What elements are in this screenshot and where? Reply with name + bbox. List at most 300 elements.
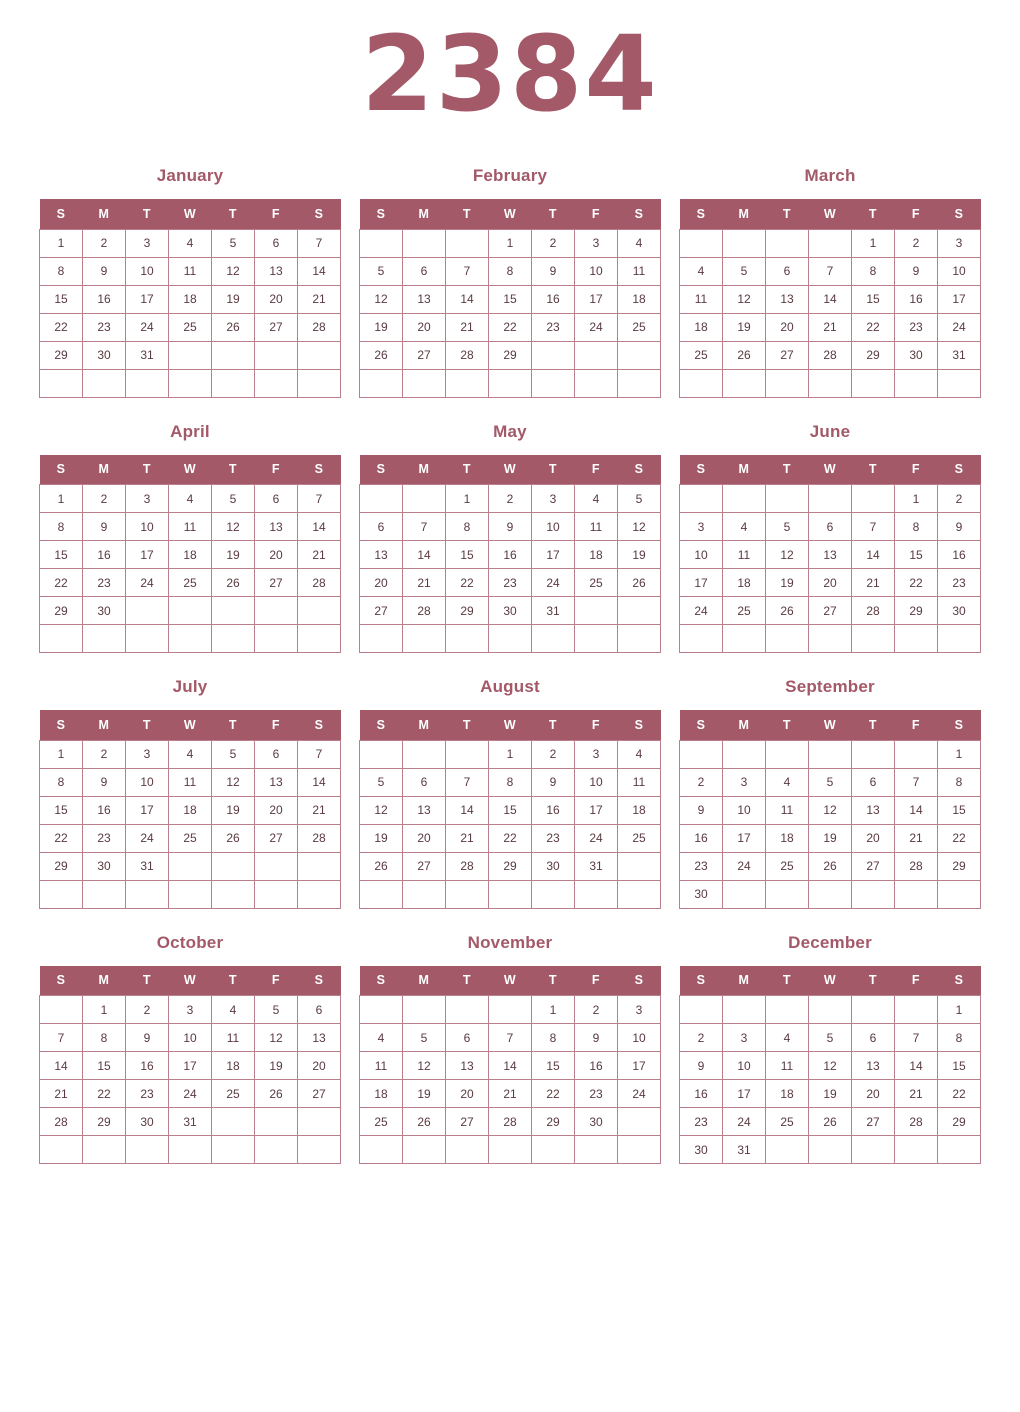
day-cell[interactable]: 19 [360,313,403,341]
day-cell[interactable]: 9 [938,513,981,541]
day-cell[interactable]: 11 [360,1052,403,1080]
day-cell[interactable]: 6 [446,1024,489,1052]
day-cell[interactable]: 26 [809,1108,852,1136]
day-cell[interactable]: 1 [40,229,83,257]
day-cell[interactable]: 19 [212,285,255,313]
day-cell[interactable]: 1 [852,229,895,257]
day-cell[interactable]: 19 [212,541,255,569]
day-cell[interactable]: 5 [809,1024,852,1052]
day-cell[interactable]: 3 [723,768,766,796]
day-cell[interactable]: 19 [403,1080,446,1108]
day-cell[interactable]: 24 [126,313,169,341]
day-cell[interactable]: 25 [169,824,212,852]
day-cell[interactable]: 10 [723,1052,766,1080]
day-cell[interactable]: 23 [938,569,981,597]
day-cell[interactable]: 13 [360,541,403,569]
day-cell[interactable]: 22 [938,824,981,852]
day-cell[interactable]: 20 [809,569,852,597]
day-cell[interactable]: 14 [298,768,341,796]
day-cell[interactable]: 18 [212,1052,255,1080]
day-cell[interactable]: 20 [255,541,298,569]
day-cell[interactable]: 18 [723,569,766,597]
day-cell[interactable]: 8 [852,257,895,285]
day-cell[interactable]: 4 [618,740,661,768]
day-cell[interactable]: 12 [212,768,255,796]
day-cell[interactable]: 30 [895,341,938,369]
day-cell[interactable]: 28 [446,341,489,369]
day-cell[interactable]: 7 [895,1024,938,1052]
day-cell[interactable]: 18 [575,541,618,569]
day-cell[interactable]: 3 [532,485,575,513]
day-cell[interactable]: 6 [255,485,298,513]
day-cell[interactable]: 5 [360,768,403,796]
day-cell[interactable]: 14 [895,796,938,824]
day-cell[interactable]: 2 [126,996,169,1024]
day-cell[interactable]: 13 [852,796,895,824]
day-cell[interactable]: 23 [680,852,723,880]
day-cell[interactable]: 9 [83,257,126,285]
day-cell[interactable]: 29 [895,597,938,625]
day-cell[interactable]: 11 [723,541,766,569]
day-cell[interactable]: 14 [895,1052,938,1080]
day-cell[interactable]: 29 [83,1108,126,1136]
day-cell[interactable]: 12 [723,285,766,313]
day-cell[interactable]: 13 [446,1052,489,1080]
day-cell[interactable]: 8 [83,1024,126,1052]
day-cell[interactable]: 4 [169,740,212,768]
day-cell[interactable]: 18 [169,541,212,569]
day-cell[interactable]: 6 [403,257,446,285]
day-cell[interactable]: 19 [255,1052,298,1080]
day-cell[interactable]: 12 [809,1052,852,1080]
day-cell[interactable]: 3 [126,740,169,768]
day-cell[interactable]: 11 [575,513,618,541]
day-cell[interactable]: 2 [532,229,575,257]
day-cell[interactable]: 26 [766,597,809,625]
day-cell[interactable]: 22 [446,569,489,597]
day-cell[interactable]: 24 [938,313,981,341]
day-cell[interactable]: 24 [169,1080,212,1108]
day-cell[interactable]: 18 [169,796,212,824]
day-cell[interactable]: 30 [83,852,126,880]
day-cell[interactable]: 29 [40,597,83,625]
day-cell[interactable]: 27 [766,341,809,369]
day-cell[interactable]: 6 [360,513,403,541]
day-cell[interactable]: 4 [169,485,212,513]
day-cell[interactable]: 11 [680,285,723,313]
day-cell[interactable]: 9 [532,257,575,285]
day-cell[interactable]: 27 [255,824,298,852]
day-cell[interactable]: 12 [255,1024,298,1052]
day-cell[interactable]: 23 [83,824,126,852]
day-cell[interactable]: 2 [680,768,723,796]
day-cell[interactable]: 11 [169,513,212,541]
day-cell[interactable]: 15 [40,541,83,569]
day-cell[interactable]: 31 [169,1108,212,1136]
day-cell[interactable]: 16 [575,1052,618,1080]
day-cell[interactable]: 17 [126,541,169,569]
day-cell[interactable]: 11 [212,1024,255,1052]
day-cell[interactable]: 6 [298,996,341,1024]
day-cell[interactable]: 7 [403,513,446,541]
day-cell[interactable]: 15 [489,285,532,313]
day-cell[interactable]: 21 [298,541,341,569]
day-cell[interactable]: 18 [169,285,212,313]
day-cell[interactable]: 15 [40,285,83,313]
day-cell[interactable]: 1 [446,485,489,513]
day-cell[interactable]: 20 [852,1080,895,1108]
day-cell[interactable]: 3 [723,1024,766,1052]
day-cell[interactable]: 30 [680,1136,723,1164]
day-cell[interactable]: 17 [618,1052,661,1080]
day-cell[interactable]: 24 [575,824,618,852]
day-cell[interactable]: 24 [575,313,618,341]
day-cell[interactable]: 24 [126,569,169,597]
day-cell[interactable]: 16 [532,796,575,824]
day-cell[interactable]: 20 [403,824,446,852]
day-cell[interactable]: 7 [809,257,852,285]
day-cell[interactable]: 13 [403,796,446,824]
day-cell[interactable]: 30 [575,1108,618,1136]
day-cell[interactable]: 10 [532,513,575,541]
day-cell[interactable]: 20 [852,824,895,852]
day-cell[interactable]: 25 [575,569,618,597]
day-cell[interactable]: 14 [298,257,341,285]
day-cell[interactable]: 5 [255,996,298,1024]
day-cell[interactable]: 11 [169,257,212,285]
day-cell[interactable]: 17 [575,796,618,824]
day-cell[interactable]: 31 [723,1136,766,1164]
day-cell[interactable]: 28 [446,852,489,880]
day-cell[interactable]: 28 [895,1108,938,1136]
day-cell[interactable]: 27 [809,597,852,625]
day-cell[interactable]: 25 [360,1108,403,1136]
day-cell[interactable]: 5 [212,740,255,768]
day-cell[interactable]: 5 [212,229,255,257]
day-cell[interactable]: 21 [446,824,489,852]
day-cell[interactable]: 28 [489,1108,532,1136]
day-cell[interactable]: 7 [40,1024,83,1052]
day-cell[interactable]: 28 [403,597,446,625]
day-cell[interactable]: 23 [895,313,938,341]
day-cell[interactable]: 1 [938,996,981,1024]
day-cell[interactable]: 22 [40,824,83,852]
day-cell[interactable]: 30 [489,597,532,625]
day-cell[interactable]: 26 [212,313,255,341]
day-cell[interactable]: 10 [169,1024,212,1052]
day-cell[interactable]: 27 [446,1108,489,1136]
day-cell[interactable]: 23 [680,1108,723,1136]
day-cell[interactable]: 30 [126,1108,169,1136]
day-cell[interactable]: 20 [298,1052,341,1080]
day-cell[interactable]: 10 [126,257,169,285]
day-cell[interactable]: 3 [575,229,618,257]
day-cell[interactable]: 22 [938,1080,981,1108]
day-cell[interactable]: 3 [126,229,169,257]
day-cell[interactable]: 1 [895,485,938,513]
day-cell[interactable]: 11 [766,1052,809,1080]
day-cell[interactable]: 13 [809,541,852,569]
day-cell[interactable]: 14 [403,541,446,569]
day-cell[interactable]: 28 [298,569,341,597]
day-cell[interactable]: 10 [575,257,618,285]
day-cell[interactable]: 18 [618,796,661,824]
day-cell[interactable]: 11 [766,796,809,824]
day-cell[interactable]: 19 [766,569,809,597]
day-cell[interactable]: 10 [126,513,169,541]
day-cell[interactable]: 26 [618,569,661,597]
day-cell[interactable]: 9 [680,1052,723,1080]
day-cell[interactable]: 10 [680,541,723,569]
day-cell[interactable]: 28 [298,824,341,852]
day-cell[interactable]: 28 [40,1108,83,1136]
day-cell[interactable]: 7 [446,768,489,796]
day-cell[interactable]: 26 [360,341,403,369]
day-cell[interactable]: 9 [126,1024,169,1052]
day-cell[interactable]: 21 [809,313,852,341]
day-cell[interactable]: 16 [126,1052,169,1080]
day-cell[interactable]: 19 [723,313,766,341]
day-cell[interactable]: 8 [938,1024,981,1052]
day-cell[interactable]: 3 [938,229,981,257]
day-cell[interactable]: 14 [446,285,489,313]
day-cell[interactable]: 12 [766,541,809,569]
day-cell[interactable]: 22 [852,313,895,341]
day-cell[interactable]: 7 [852,513,895,541]
day-cell[interactable]: 22 [895,569,938,597]
day-cell[interactable]: 23 [83,313,126,341]
day-cell[interactable]: 8 [489,257,532,285]
day-cell[interactable]: 2 [575,996,618,1024]
day-cell[interactable]: 17 [169,1052,212,1080]
day-cell[interactable]: 1 [532,996,575,1024]
day-cell[interactable]: 3 [126,485,169,513]
day-cell[interactable]: 3 [680,513,723,541]
day-cell[interactable]: 12 [403,1052,446,1080]
day-cell[interactable]: 22 [489,313,532,341]
day-cell[interactable]: 17 [723,1080,766,1108]
day-cell[interactable]: 1 [489,229,532,257]
day-cell[interactable]: 28 [895,852,938,880]
day-cell[interactable]: 24 [680,597,723,625]
day-cell[interactable]: 21 [298,285,341,313]
day-cell[interactable]: 26 [403,1108,446,1136]
day-cell[interactable]: 16 [83,285,126,313]
day-cell[interactable]: 22 [532,1080,575,1108]
day-cell[interactable]: 19 [809,1080,852,1108]
day-cell[interactable]: 11 [618,257,661,285]
day-cell[interactable]: 21 [403,569,446,597]
day-cell[interactable]: 9 [895,257,938,285]
day-cell[interactable]: 7 [489,1024,532,1052]
day-cell[interactable]: 22 [489,824,532,852]
day-cell[interactable]: 9 [83,513,126,541]
day-cell[interactable]: 14 [446,796,489,824]
day-cell[interactable]: 29 [532,1108,575,1136]
day-cell[interactable]: 8 [40,257,83,285]
day-cell[interactable]: 5 [766,513,809,541]
day-cell[interactable]: 14 [489,1052,532,1080]
day-cell[interactable]: 26 [212,569,255,597]
day-cell[interactable]: 12 [212,257,255,285]
day-cell[interactable]: 26 [255,1080,298,1108]
day-cell[interactable]: 15 [532,1052,575,1080]
day-cell[interactable]: 19 [618,541,661,569]
day-cell[interactable]: 18 [766,824,809,852]
day-cell[interactable]: 8 [532,1024,575,1052]
day-cell[interactable]: 2 [489,485,532,513]
day-cell[interactable]: 4 [766,1024,809,1052]
day-cell[interactable]: 30 [532,852,575,880]
day-cell[interactable]: 31 [575,852,618,880]
day-cell[interactable]: 29 [938,1108,981,1136]
day-cell[interactable]: 15 [852,285,895,313]
day-cell[interactable]: 26 [723,341,766,369]
day-cell[interactable]: 5 [403,1024,446,1052]
day-cell[interactable]: 31 [532,597,575,625]
day-cell[interactable]: 30 [83,341,126,369]
day-cell[interactable]: 29 [938,852,981,880]
day-cell[interactable]: 23 [126,1080,169,1108]
day-cell[interactable]: 18 [618,285,661,313]
day-cell[interactable]: 24 [618,1080,661,1108]
day-cell[interactable]: 10 [575,768,618,796]
day-cell[interactable]: 17 [938,285,981,313]
day-cell[interactable]: 4 [766,768,809,796]
day-cell[interactable]: 2 [83,229,126,257]
day-cell[interactable]: 25 [618,824,661,852]
day-cell[interactable]: 6 [255,740,298,768]
day-cell[interactable]: 5 [809,768,852,796]
day-cell[interactable]: 17 [126,796,169,824]
day-cell[interactable]: 15 [895,541,938,569]
day-cell[interactable]: 15 [83,1052,126,1080]
day-cell[interactable]: 17 [532,541,575,569]
day-cell[interactable]: 25 [618,313,661,341]
day-cell[interactable]: 15 [938,796,981,824]
day-cell[interactable]: 25 [766,852,809,880]
day-cell[interactable]: 9 [680,796,723,824]
day-cell[interactable]: 7 [298,485,341,513]
day-cell[interactable]: 2 [83,740,126,768]
day-cell[interactable]: 27 [852,1108,895,1136]
day-cell[interactable]: 26 [360,852,403,880]
day-cell[interactable]: 2 [938,485,981,513]
day-cell[interactable]: 3 [575,740,618,768]
day-cell[interactable]: 21 [852,569,895,597]
day-cell[interactable]: 11 [618,768,661,796]
day-cell[interactable]: 10 [938,257,981,285]
day-cell[interactable]: 4 [169,229,212,257]
day-cell[interactable]: 15 [938,1052,981,1080]
day-cell[interactable]: 30 [938,597,981,625]
day-cell[interactable]: 5 [618,485,661,513]
day-cell[interactable]: 25 [212,1080,255,1108]
day-cell[interactable]: 20 [766,313,809,341]
day-cell[interactable]: 14 [852,541,895,569]
day-cell[interactable]: 25 [169,569,212,597]
day-cell[interactable]: 31 [126,341,169,369]
day-cell[interactable]: 12 [809,796,852,824]
day-cell[interactable]: 25 [680,341,723,369]
day-cell[interactable]: 8 [446,513,489,541]
day-cell[interactable]: 2 [895,229,938,257]
day-cell[interactable]: 5 [723,257,766,285]
day-cell[interactable]: 4 [723,513,766,541]
day-cell[interactable]: 6 [403,768,446,796]
day-cell[interactable]: 16 [532,285,575,313]
day-cell[interactable]: 1 [489,740,532,768]
day-cell[interactable]: 21 [489,1080,532,1108]
day-cell[interactable]: 9 [83,768,126,796]
day-cell[interactable]: 13 [852,1052,895,1080]
day-cell[interactable]: 28 [809,341,852,369]
day-cell[interactable]: 7 [298,740,341,768]
day-cell[interactable]: 18 [766,1080,809,1108]
day-cell[interactable]: 7 [895,768,938,796]
day-cell[interactable]: 26 [809,852,852,880]
day-cell[interactable]: 20 [360,569,403,597]
day-cell[interactable]: 22 [40,569,83,597]
day-cell[interactable]: 2 [532,740,575,768]
day-cell[interactable]: 31 [126,852,169,880]
day-cell[interactable]: 27 [360,597,403,625]
day-cell[interactable]: 25 [169,313,212,341]
day-cell[interactable]: 12 [360,796,403,824]
day-cell[interactable]: 23 [83,569,126,597]
day-cell[interactable]: 29 [446,597,489,625]
day-cell[interactable]: 19 [809,824,852,852]
day-cell[interactable]: 18 [360,1080,403,1108]
day-cell[interactable]: 14 [40,1052,83,1080]
day-cell[interactable]: 21 [446,313,489,341]
day-cell[interactable]: 29 [489,852,532,880]
day-cell[interactable]: 15 [446,541,489,569]
day-cell[interactable]: 20 [403,313,446,341]
day-cell[interactable]: 3 [618,996,661,1024]
day-cell[interactable]: 5 [360,257,403,285]
day-cell[interactable]: 8 [895,513,938,541]
day-cell[interactable]: 12 [360,285,403,313]
day-cell[interactable]: 14 [809,285,852,313]
day-cell[interactable]: 1 [938,740,981,768]
day-cell[interactable]: 12 [618,513,661,541]
day-cell[interactable]: 16 [680,824,723,852]
day-cell[interactable]: 22 [40,313,83,341]
day-cell[interactable]: 23 [532,824,575,852]
day-cell[interactable]: 25 [766,1108,809,1136]
day-cell[interactable]: 9 [575,1024,618,1052]
day-cell[interactable]: 1 [40,740,83,768]
day-cell[interactable]: 23 [575,1080,618,1108]
day-cell[interactable]: 9 [532,768,575,796]
day-cell[interactable]: 4 [680,257,723,285]
day-cell[interactable]: 4 [618,229,661,257]
day-cell[interactable]: 28 [298,313,341,341]
day-cell[interactable]: 8 [40,768,83,796]
day-cell[interactable]: 29 [40,852,83,880]
day-cell[interactable]: 24 [723,852,766,880]
day-cell[interactable]: 9 [489,513,532,541]
day-cell[interactable]: 15 [40,796,83,824]
day-cell[interactable]: 1 [83,996,126,1024]
day-cell[interactable]: 21 [40,1080,83,1108]
day-cell[interactable]: 15 [489,796,532,824]
day-cell[interactable]: 5 [212,485,255,513]
day-cell[interactable]: 13 [298,1024,341,1052]
day-cell[interactable]: 24 [532,569,575,597]
day-cell[interactable]: 28 [852,597,895,625]
